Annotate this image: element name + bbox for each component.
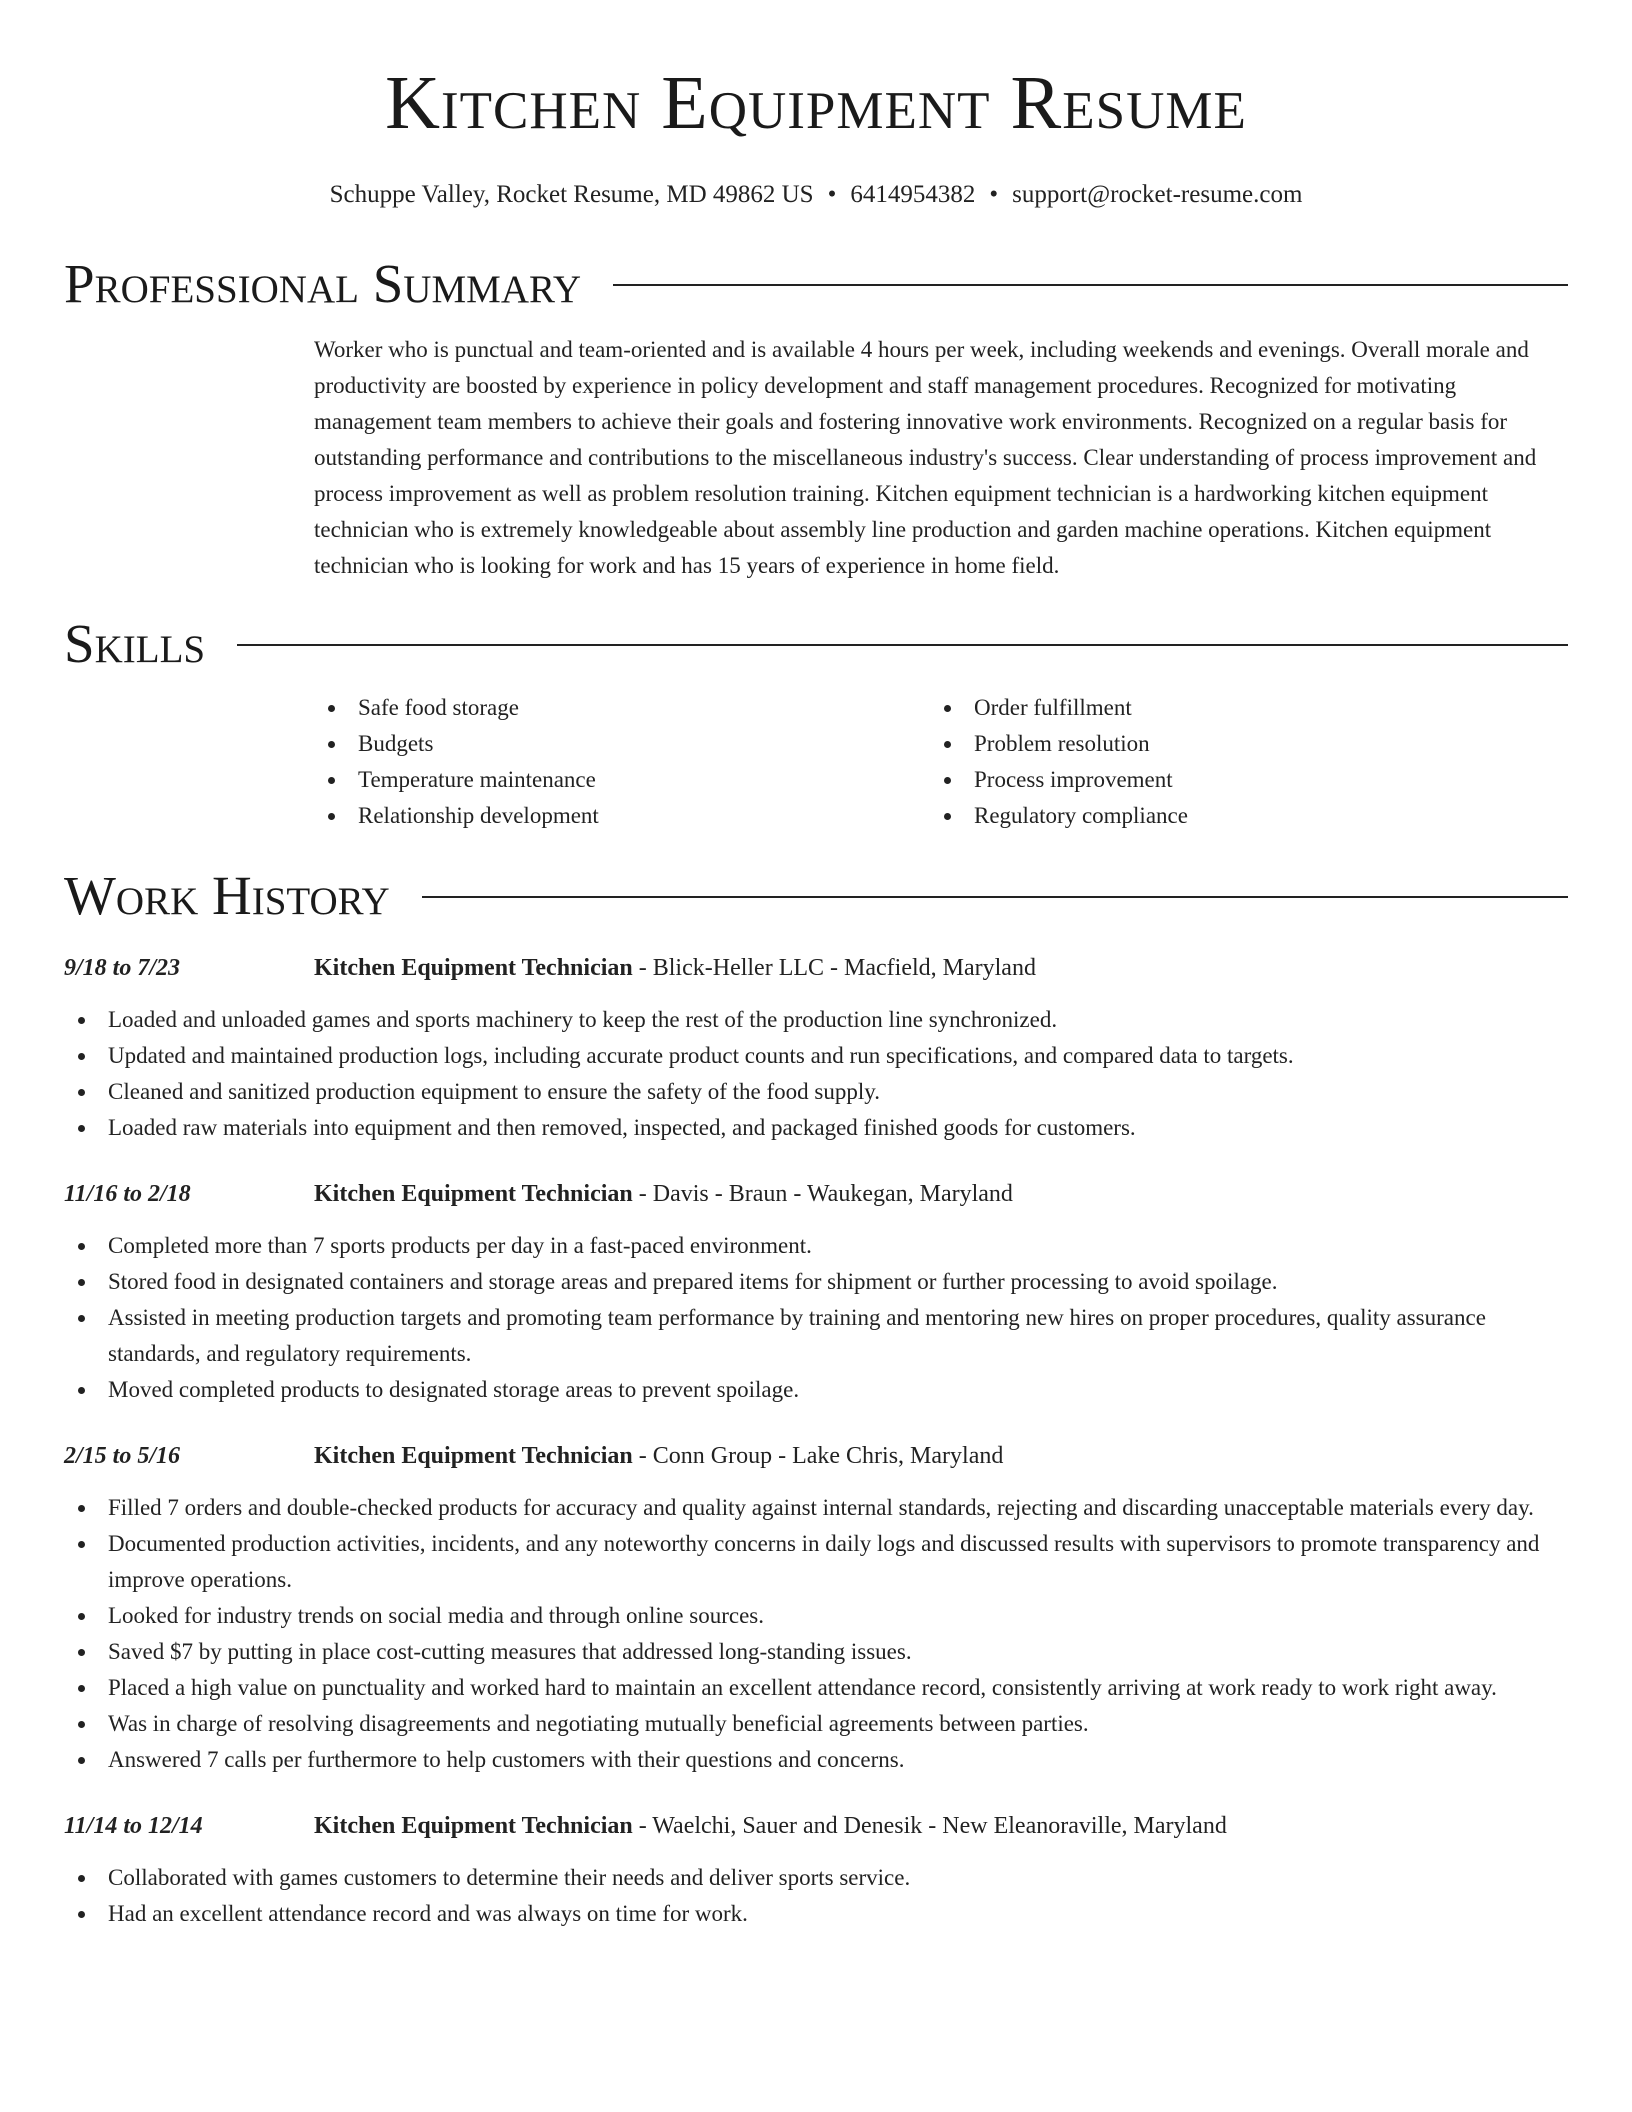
bullet-dot-icon [944, 813, 951, 820]
contact-address: Schuppe Valley, Rocket Resume, MD 49862 US [329, 181, 814, 208]
job-duty-item-text: Documented production activities, incidents, and any noteworthy concerns in daily logs and discussed results with supervisors to promote transparency and improve operations. [108, 1531, 1540, 1592]
job-duty-item [64, 1490, 1568, 1526]
job-duty-item-text: Loaded and unloaded games and sports machinery to keep the rest of the production line synchronized. [108, 1007, 1058, 1032]
job-title-line [314, 1438, 1003, 1474]
bullet-dot-icon [328, 705, 335, 712]
summary-section-header [64, 252, 1568, 316]
skills-column-right [930, 690, 1546, 834]
job-duty-item-text: Collaborated with games customers to determine their needs and deliver sports service. [108, 1865, 911, 1890]
skill-item-text: Safe food storage [358, 695, 519, 720]
bullet-dot-icon [78, 1017, 85, 1024]
job-duty-item-text: Completed more than 7 sports products per day in a fast-paced environment. [108, 1233, 812, 1258]
job-entry [64, 950, 1568, 1146]
skills-column-left [314, 690, 930, 834]
job-duty-item [64, 1264, 1568, 1300]
job-duties [64, 1490, 1568, 1778]
job-duty-item [64, 1634, 1568, 1670]
skills-list [314, 690, 1568, 834]
skills-heading: Skills [64, 613, 206, 674]
bullet-dot-icon [328, 777, 335, 784]
job-duty-item [64, 1002, 1568, 1038]
job-header [64, 1438, 1568, 1474]
job-dates: 9/18 to 7/23 [64, 955, 181, 981]
job-duty-item-text: Stored food in designated containers and storage areas and prepared items for shipment or further processing to avoid spoilage. [108, 1269, 1278, 1294]
skill-item [930, 762, 1546, 798]
job-header [64, 950, 1568, 986]
job-duty-item [64, 1110, 1568, 1146]
bullet-dot-icon [944, 777, 951, 784]
section-divider [422, 896, 1568, 898]
skills-section-header [64, 612, 1568, 676]
job-duty-item-text: Was in charge of resolving disagreements and negotiating mutually beneficial agreements between parties. [108, 1711, 1089, 1736]
job-dates: 2/15 to 5/16 [64, 1443, 181, 1469]
job-duty-item-text: Cleaned and sanitized production equipment to ensure the safety of the food supply. [108, 1079, 880, 1104]
job-header [64, 1808, 1568, 1844]
work-heading: Work History [64, 865, 390, 926]
job-title: Kitchen Equipment Technician [314, 955, 633, 981]
skill-item [314, 798, 930, 834]
job-employer: - Blick-Heller LLC - Macfield, Maryland [632, 955, 1036, 981]
job-duties [64, 1002, 1568, 1146]
job-duty-item [64, 1372, 1568, 1408]
job-duty-item [64, 1598, 1568, 1634]
bullet-dot-icon [78, 1387, 85, 1394]
summary-text: Worker who is punctual and team-oriented and is available 4 hours per week, including weekends and evenings. Overall morale and productivity are boosted by experience in policy development and staff management procedures. Recognized for motivating management team members to achieve their goals and fostering innovative work environments. Recognized on a regular basis for outstanding performance and contributions to the miscellaneous industry's success. Clear understanding of process improvement and process improvement as well as problem resolution training. Kitchen equipment technician is a hardworking kitchen equipment technician who is extremely knowledgeable about assembly line production and garden machine operations. Kitchen equipment technician who is looking for work and has 15 years of experience in home field. [314, 337, 1537, 578]
job-duty-item [64, 1074, 1568, 1110]
job-duty-item-text: Placed a high value on punctuality and worked hard to maintain an excellent attendance record, consistently arriving at work ready to work right away. [108, 1675, 1497, 1700]
job-duties [64, 1228, 1568, 1408]
bullet-dot-icon [78, 1613, 85, 1620]
skill-item-text: Order fulfillment [974, 695, 1132, 720]
skill-item-text: Process improvement [974, 767, 1173, 792]
job-title-line [314, 950, 1036, 986]
contact-separator: • [989, 181, 999, 208]
skill-item-text: Temperature maintenance [358, 767, 596, 792]
job-duty-item [64, 1860, 1568, 1896]
job-duty-item [64, 1896, 1568, 1932]
skill-item-text: Regulatory compliance [974, 803, 1188, 828]
skill-item [314, 690, 930, 726]
resume-title: Kitchen Equipment Resume [385, 61, 1247, 145]
bullet-dot-icon [78, 1279, 85, 1286]
bullet-dot-icon [78, 1911, 85, 1918]
job-duty-item [64, 1038, 1568, 1074]
bullet-dot-icon [78, 1505, 85, 1512]
job-dates: 11/16 to 2/18 [64, 1181, 191, 1207]
skill-item [930, 726, 1546, 762]
bullet-dot-icon [78, 1243, 85, 1250]
bullet-dot-icon [78, 1315, 85, 1322]
skill-item [314, 726, 930, 762]
job-duty-item-text: Moved completed products to designated storage areas to prevent spoilage. [108, 1377, 800, 1402]
job-header [64, 1176, 1568, 1212]
bullet-dot-icon [78, 1685, 85, 1692]
bullet-dot-icon [78, 1721, 85, 1728]
job-entry [64, 1176, 1568, 1408]
job-entry [64, 1438, 1568, 1778]
job-title: Kitchen Equipment Technician [314, 1181, 633, 1207]
skill-item-text: Relationship development [358, 803, 599, 828]
job-duty-item [64, 1228, 1568, 1264]
job-duty-item-text: Had an excellent attendance record and was always on time for work. [108, 1901, 748, 1926]
job-title-line [314, 1808, 1227, 1844]
job-duty-item-text: Loaded raw materials into equipment and then removed, inspected, and packaged finished goods for customers. [108, 1115, 1136, 1140]
job-title: Kitchen Equipment Technician [314, 1813, 633, 1839]
job-employer: - Davis - Braun - Waukegan, Maryland [632, 1181, 1013, 1207]
job-duty-item [64, 1526, 1568, 1598]
job-title-line [314, 1176, 1013, 1212]
skill-item-text: Problem resolution [974, 731, 1150, 756]
section-divider [237, 644, 1568, 646]
job-duty-item [64, 1670, 1568, 1706]
bullet-dot-icon [944, 705, 951, 712]
job-duty-item-text: Saved $7 by putting in place cost-cutting measures that addressed long-standing issues. [108, 1639, 912, 1664]
job-duties [64, 1860, 1568, 1932]
skill-item [930, 798, 1546, 834]
bullet-dot-icon [78, 1125, 85, 1132]
bullet-dot-icon [78, 1089, 85, 1096]
skill-item-text: Budgets [358, 731, 434, 756]
skill-item [930, 690, 1546, 726]
contact-line [64, 178, 1568, 212]
bullet-dot-icon [78, 1649, 85, 1656]
bullet-dot-icon [78, 1757, 85, 1764]
bullet-dot-icon [78, 1875, 85, 1882]
job-duty-item-text: Answered 7 calls per furthermore to help customers with their questions and concerns. [108, 1747, 905, 1772]
bullet-dot-icon [328, 813, 335, 820]
job-employer: - Waelchi, Sauer and Denesik - New Eleanoraville, Maryland [632, 1813, 1227, 1839]
job-duty-item [64, 1706, 1568, 1742]
bullet-dot-icon [78, 1541, 85, 1548]
job-dates: 11/14 to 12/14 [64, 1813, 203, 1839]
bullet-dot-icon [944, 741, 951, 748]
contact-separator: • [827, 181, 837, 208]
contact-phone: 6414954382 [850, 181, 976, 208]
summary-heading: Professional Summary [64, 253, 582, 314]
bullet-dot-icon [328, 741, 335, 748]
job-duty-item-text: Assisted in meeting production targets and promoting team performance by training and mentoring new hires on proper procedures, quality assurance standards, and regulatory requirements. [108, 1305, 1486, 1366]
job-title: Kitchen Equipment Technician [314, 1443, 633, 1469]
job-duty-item [64, 1300, 1568, 1372]
skill-item [314, 762, 930, 798]
contact-email: support@rocket-resume.com [1012, 181, 1303, 208]
job-entry [64, 1808, 1568, 1932]
work-section-header [64, 864, 1568, 928]
job-duty-item-text: Looked for industry trends on social media and through online sources. [108, 1603, 764, 1628]
bullet-dot-icon [78, 1053, 85, 1060]
section-divider [613, 284, 1568, 286]
work-history-list [64, 950, 1568, 1932]
job-duty-item [64, 1742, 1568, 1778]
job-duty-item-text: Updated and maintained production logs, including accurate product counts and run specifications, and compared data to targets. [108, 1043, 1294, 1068]
job-duty-item-text: Filled 7 orders and double-checked products for accuracy and quality against internal standards, rejecting and discarding unacceptable materials every day. [108, 1495, 1534, 1520]
job-employer: - Conn Group - Lake Chris, Maryland [632, 1443, 1004, 1469]
